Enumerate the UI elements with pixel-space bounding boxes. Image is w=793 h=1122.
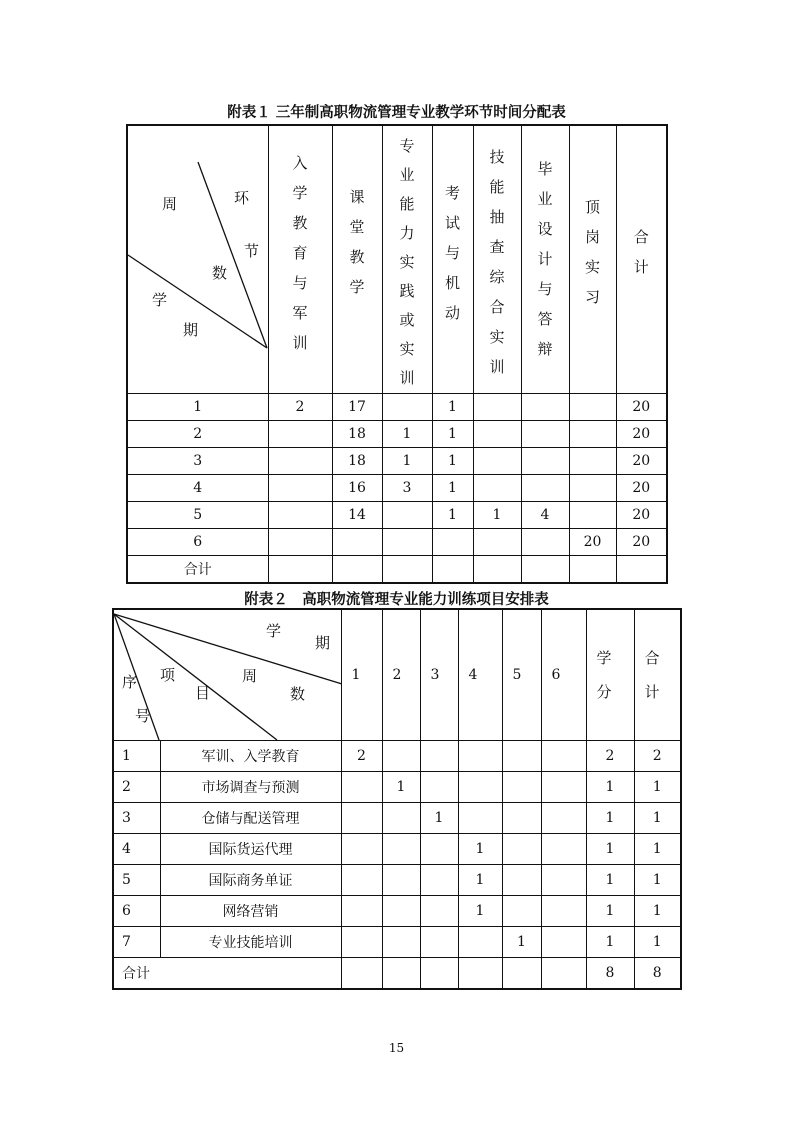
- col-header-semester-2: 2: [382, 609, 420, 741]
- table-cell: 1: [432, 475, 473, 502]
- col-header-total: [616, 125, 667, 394]
- table-row: [113, 741, 681, 772]
- table-cell: [502, 834, 541, 865]
- table-cell: [341, 834, 382, 865]
- table-cell: 1: [586, 834, 634, 865]
- table-cell: [569, 556, 616, 584]
- table-cell: [521, 421, 569, 448]
- table-cell: 1: [586, 772, 634, 803]
- table-cell: 6: [113, 896, 160, 927]
- table1-corner: [127, 125, 268, 394]
- table-row: [127, 529, 667, 556]
- table-cell: [341, 958, 382, 990]
- col-header-enrollment: [268, 125, 332, 394]
- col-header-semester-1: 1: [341, 609, 382, 741]
- table-cell: 4: [521, 502, 569, 529]
- table-cell: 1: [586, 803, 634, 834]
- course-name: 市场调查与预测: [160, 772, 341, 803]
- header-label: 顶岗实习: [584, 198, 600, 306]
- table-cell: [541, 803, 586, 834]
- table-cell: [616, 556, 667, 584]
- col-header-classroom: [332, 125, 382, 394]
- table-cell: [502, 958, 541, 990]
- table-cell: 16: [332, 475, 382, 502]
- page-number: 15: [388, 1041, 405, 1055]
- table-cell: [382, 556, 432, 584]
- header-label: 合计: [644, 649, 660, 701]
- table-row: [127, 475, 667, 502]
- col-header-exam: [432, 125, 473, 394]
- col-header-credits: [586, 609, 634, 741]
- table-cell: [432, 556, 473, 584]
- table-cell: [521, 475, 569, 502]
- table-cell: 20: [616, 529, 667, 556]
- table-cell: [473, 448, 521, 475]
- course-name: 专业技能培训: [160, 927, 341, 958]
- corner-label-shu: 数: [212, 264, 228, 282]
- corner-label-jie: 节: [244, 242, 260, 260]
- col-header-semester-4: 4: [458, 609, 502, 741]
- course-name: 国际货运代理: [160, 834, 341, 865]
- col-header-total: [634, 609, 681, 741]
- table-cell: 1: [432, 421, 473, 448]
- col-header-semester-3: 3: [420, 609, 458, 741]
- table-cell: 2: [634, 741, 681, 772]
- table-cell: [458, 803, 502, 834]
- table-cell: 20: [616, 475, 667, 502]
- table-cell: [458, 741, 502, 772]
- col-header-practice: [382, 125, 432, 394]
- table-cell: 5: [127, 502, 268, 529]
- table-cell: 20: [569, 529, 616, 556]
- table-cell: 1: [382, 448, 432, 475]
- table-cell: 1: [458, 865, 502, 896]
- table-row: [127, 421, 667, 448]
- course-name: 军训、入学教育: [160, 741, 341, 772]
- table-cell: [502, 803, 541, 834]
- table-cell: 4: [127, 475, 268, 502]
- col-header-skill-check: [473, 125, 521, 394]
- table-row: [113, 865, 681, 896]
- table-cell: [341, 927, 382, 958]
- table-cell: [268, 448, 332, 475]
- table-cell: [341, 865, 382, 896]
- corner-label-mu: 目: [195, 684, 211, 702]
- table-cell: 1: [458, 896, 502, 927]
- table-cell: 18: [332, 448, 382, 475]
- header-label: 技能抽查综合实训: [489, 148, 505, 376]
- corner-label-qi: 期: [315, 634, 331, 652]
- time-allocation-table: [126, 124, 668, 584]
- table-row: [113, 834, 681, 865]
- total-row: [113, 958, 681, 990]
- table-cell: [569, 448, 616, 475]
- table-cell: [569, 475, 616, 502]
- table-cell: [569, 502, 616, 529]
- table-cell: [382, 394, 432, 421]
- table-cell: [541, 865, 586, 896]
- header-label: 毕业设计与答辩: [537, 160, 553, 358]
- table-cell: [541, 772, 586, 803]
- table-cell: [502, 896, 541, 927]
- total-row: [127, 556, 667, 584]
- table-cell: 1: [113, 741, 160, 772]
- table-cell: 2: [586, 741, 634, 772]
- table-cell: [420, 834, 458, 865]
- table-cell: [521, 556, 569, 584]
- table-cell: [420, 958, 458, 990]
- corner-label-xue: 学: [266, 622, 282, 640]
- corner-label-zhou: 周: [162, 195, 178, 213]
- table2-title: 附表２ 高职物流管理专业能力训练项目安排表: [244, 592, 549, 608]
- corner-label-zhou: 周: [242, 667, 258, 685]
- table-cell: [382, 865, 420, 896]
- table-cell: 8: [586, 958, 634, 990]
- table-row: [113, 803, 681, 834]
- table2-header-row: [113, 609, 681, 741]
- table-cell: [541, 834, 586, 865]
- table-cell: [382, 803, 420, 834]
- table-cell: 3: [127, 448, 268, 475]
- table-cell: [420, 927, 458, 958]
- table-cell: [382, 958, 420, 990]
- table-cell: 7: [113, 927, 160, 958]
- table-cell: [473, 529, 521, 556]
- header-label: 课堂教学: [349, 188, 365, 296]
- table-cell: 合计: [127, 556, 268, 584]
- table-cell: 18: [332, 421, 382, 448]
- header-label: 入学教育与军训: [292, 154, 308, 352]
- table-cell: 20: [616, 421, 667, 448]
- table-row: [113, 772, 681, 803]
- table-cell: [458, 772, 502, 803]
- table1-header-row: [127, 125, 667, 394]
- table-cell: [341, 772, 382, 803]
- table-cell: 1: [420, 803, 458, 834]
- corner-label-shu: 数: [290, 685, 306, 703]
- course-name: 国际商务单证: [160, 865, 341, 896]
- table-cell: [541, 741, 586, 772]
- table-cell: 5: [113, 865, 160, 896]
- table-cell: [502, 741, 541, 772]
- table-cell: [473, 421, 521, 448]
- table-cell: [458, 958, 502, 990]
- table-cell: 1: [382, 772, 420, 803]
- table-cell: [268, 502, 332, 529]
- course-name: 仓储与配送管理: [160, 803, 341, 834]
- table-row: [113, 896, 681, 927]
- corner-label-xu: 序: [122, 673, 138, 691]
- table-cell: [541, 958, 586, 990]
- header-label: 学分: [596, 649, 612, 701]
- table-cell: 17: [332, 394, 382, 421]
- table-cell: [521, 448, 569, 475]
- table-cell: [268, 556, 332, 584]
- table-cell: 合计: [113, 958, 341, 990]
- table-cell: [341, 896, 382, 927]
- table-cell: [382, 502, 432, 529]
- table-cell: [268, 529, 332, 556]
- table-cell: [332, 556, 382, 584]
- table-cell: 20: [616, 448, 667, 475]
- table-cell: 1: [432, 448, 473, 475]
- table-cell: 1: [502, 927, 541, 958]
- corner-label-xiang: 项: [160, 666, 176, 684]
- table-cell: [541, 896, 586, 927]
- col-header-graduation: [521, 125, 569, 394]
- table-row: [127, 448, 667, 475]
- table-cell: [473, 475, 521, 502]
- header-label: 合计: [633, 228, 649, 276]
- header-label: 专业能力实践或实训: [399, 137, 415, 387]
- table-cell: [268, 421, 332, 448]
- table-cell: [382, 927, 420, 958]
- table1-title: 附表１ 三年制高职物流管理专业教学环节时间分配表: [227, 105, 566, 121]
- col-header-semester-5: 5: [502, 609, 541, 741]
- table-cell: [473, 394, 521, 421]
- table-row: [113, 927, 681, 958]
- header-label: 考试与机动: [444, 184, 460, 322]
- table-cell: 1: [634, 803, 681, 834]
- corner-label-hao: 号: [135, 707, 151, 725]
- table-cell: 2: [268, 394, 332, 421]
- table-cell: 14: [332, 502, 382, 529]
- table-cell: 2: [127, 421, 268, 448]
- table-cell: [502, 865, 541, 896]
- col-header-semester-6: 6: [541, 609, 586, 741]
- table-cell: 1: [432, 502, 473, 529]
- table-cell: [420, 741, 458, 772]
- table-cell: [382, 834, 420, 865]
- table-cell: [420, 865, 458, 896]
- table-cell: [341, 803, 382, 834]
- table-cell: [332, 529, 382, 556]
- table-cell: 3: [382, 475, 432, 502]
- table-cell: 3: [113, 803, 160, 834]
- table-cell: 1: [586, 865, 634, 896]
- table-cell: 1: [586, 927, 634, 958]
- table-cell: 1: [634, 834, 681, 865]
- table-cell: [420, 896, 458, 927]
- corner-label-qi: 期: [183, 321, 199, 339]
- table-row: [127, 502, 667, 529]
- table-cell: [268, 475, 332, 502]
- table-cell: [458, 927, 502, 958]
- table-cell: 1: [473, 502, 521, 529]
- course-name: 网络营销: [160, 896, 341, 927]
- col-header-internship: [569, 125, 616, 394]
- table-cell: [521, 394, 569, 421]
- corner-label-xue: 学: [152, 291, 168, 309]
- table-cell: 1: [634, 772, 681, 803]
- table-cell: [541, 927, 586, 958]
- table-cell: [502, 772, 541, 803]
- table2-corner: [113, 609, 341, 741]
- training-schedule-table: [112, 608, 682, 990]
- table-cell: [569, 394, 616, 421]
- table-cell: 1: [586, 896, 634, 927]
- table-cell: [521, 529, 569, 556]
- table-cell: 1: [634, 927, 681, 958]
- table-cell: [382, 529, 432, 556]
- table-cell: 20: [616, 394, 667, 421]
- table-cell: 1: [432, 394, 473, 421]
- table-cell: [432, 529, 473, 556]
- table-cell: 1: [127, 394, 268, 421]
- table-cell: 6: [127, 529, 268, 556]
- table-cell: 2: [113, 772, 160, 803]
- table-cell: [382, 741, 420, 772]
- table-cell: 1: [382, 421, 432, 448]
- table-cell: 1: [458, 834, 502, 865]
- table-cell: [382, 896, 420, 927]
- table-cell: 20: [616, 502, 667, 529]
- table-cell: 8: [634, 958, 681, 990]
- table-cell: 4: [113, 834, 160, 865]
- table-cell: 2: [341, 741, 382, 772]
- table-cell: 1: [634, 865, 681, 896]
- table-cell: [420, 772, 458, 803]
- table-cell: [569, 421, 616, 448]
- table-cell: [473, 556, 521, 584]
- table-cell: 1: [634, 896, 681, 927]
- corner-label-huan: 环: [234, 189, 250, 207]
- table-row: [127, 394, 667, 421]
